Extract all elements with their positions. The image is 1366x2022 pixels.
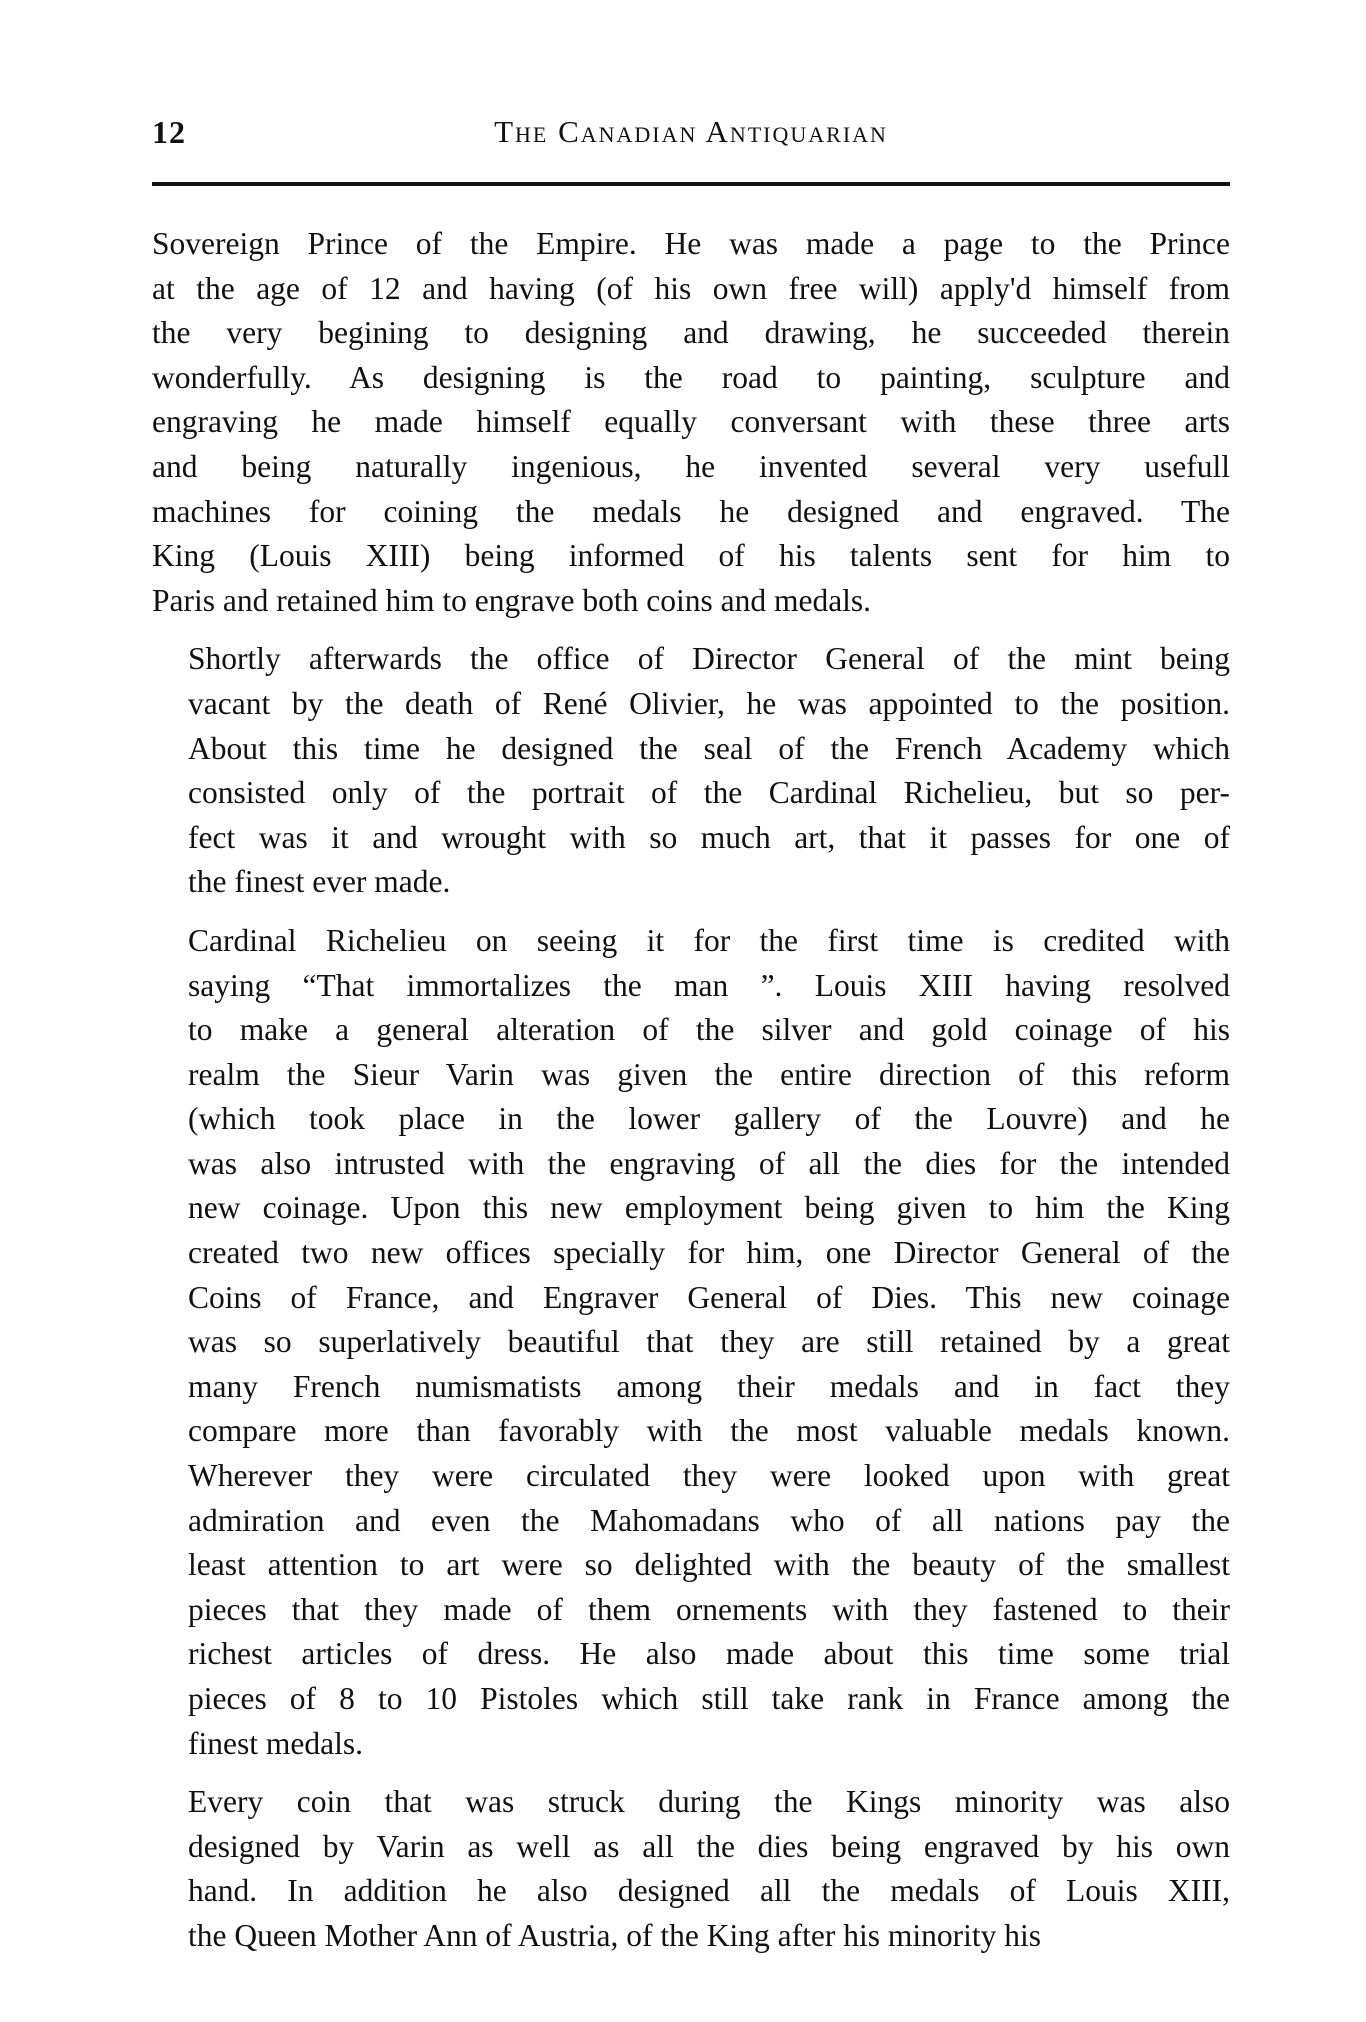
text-line: designed by Varin as well as all the dies being engraved by his own xyxy=(188,1828,1230,1864)
text-line: Sovereign Prince of the Empire. He was made a page to the Prince xyxy=(152,226,1230,261)
text-line: pieces that they made of them ornements with they fastened to their xyxy=(188,1591,1230,1627)
text-line: hand. In addition he also designed all the medals of Louis XIII, xyxy=(188,1873,1230,1909)
text-line: engraving he made himself equally conversant with these three arts xyxy=(152,404,1230,440)
text-line: Paris and retained him to engrave both coins and medals. xyxy=(152,582,872,618)
text-line: least attention to art were so delighted with the beauty of the smallest xyxy=(188,1547,1230,1583)
text-line: King (Louis XIII) being informed of his talents sent for him to xyxy=(152,538,1230,574)
paragraph-4 xyxy=(152,1780,1230,1958)
body-text xyxy=(152,222,1230,1959)
running-title: The Canadian Antiquarian xyxy=(494,114,888,149)
text-line: consisted only of the portrait of the Cardinal Richelieu, but so per- xyxy=(188,775,1230,811)
text-line: wonderfully. As designing is the road to painting, sculpture and xyxy=(152,359,1230,395)
text-line: admiration and even the Mahomadans who of all nations pay the xyxy=(188,1502,1230,1538)
text-line: Coins of France, and Engraver General of Dies. This new coinage xyxy=(188,1279,1230,1315)
text-line: finest medals. xyxy=(188,1725,363,1761)
page-header xyxy=(152,108,1230,164)
text-line: machines for coining the medals he designed and engraved. The xyxy=(152,493,1230,529)
text-line: compare more than favorably with the most valuable medals known. xyxy=(188,1413,1230,1449)
text-line: (which took place in the lower gallery of the Louvre) and he xyxy=(188,1101,1230,1137)
paragraph-3 xyxy=(152,919,1230,1766)
text-line: saying “That immortalizes the man ”. Louis XIII having resolved xyxy=(188,967,1230,1003)
text-line: was also intrusted with the engraving of all the dies for the intended xyxy=(188,1145,1230,1181)
page-number: 12 xyxy=(152,114,186,150)
text-line: the Queen Mother Ann of Austria, of the King after his minority his xyxy=(188,1917,1041,1953)
text-line: vacant by the death of René Olivier, he was appointed to the position. xyxy=(188,685,1230,721)
text-line: Every coin that was struck during the Kings minority was also xyxy=(188,1784,1230,1820)
text-line: created two new offices specially for him, one Director General of the xyxy=(188,1235,1230,1271)
text-line: About this time he designed the seal of the French Academy which xyxy=(188,730,1230,766)
text-line: Cardinal Richelieu on seeing it for the first time is credited with xyxy=(188,922,1230,958)
text-line: the finest ever made. xyxy=(188,864,451,900)
paragraph-1 xyxy=(152,222,1230,623)
text-line: realm the Sieur Varin was given the entire direction of this reform xyxy=(188,1056,1230,1092)
header-rule xyxy=(152,182,1230,186)
text-line: the very begining to designing and drawing, he succeeded therein xyxy=(152,315,1230,351)
text-line: at the age of 12 and having (of his own free will) apply'd himself from xyxy=(152,270,1230,306)
text-line: richest articles of dress. He also made about this time some trial xyxy=(188,1636,1230,1672)
text-line: Wherever they were circulated they were looked upon with great xyxy=(188,1458,1230,1494)
text-line: new coinage. Upon this new employment being given to him the King xyxy=(188,1190,1230,1226)
text-line: was so superlatively beautiful that they are still retained by a great xyxy=(188,1324,1230,1360)
text-line: Shortly afterwards the office of Director General of the mint being xyxy=(188,641,1230,677)
text-line: to make a general alteration of the silver and gold coinage of his xyxy=(188,1012,1230,1048)
paragraph-2 xyxy=(152,637,1230,905)
text-line: many French numismatists among their medals and in fact they xyxy=(188,1368,1230,1404)
text-line: pieces of 8 to 10 Pistoles which still take rank in France among the xyxy=(188,1681,1230,1716)
text-line: fect was it and wrought with so much art, that it passes for one of xyxy=(188,819,1230,855)
text-line: and being naturally ingenious, he invented several very usefull xyxy=(152,448,1230,484)
